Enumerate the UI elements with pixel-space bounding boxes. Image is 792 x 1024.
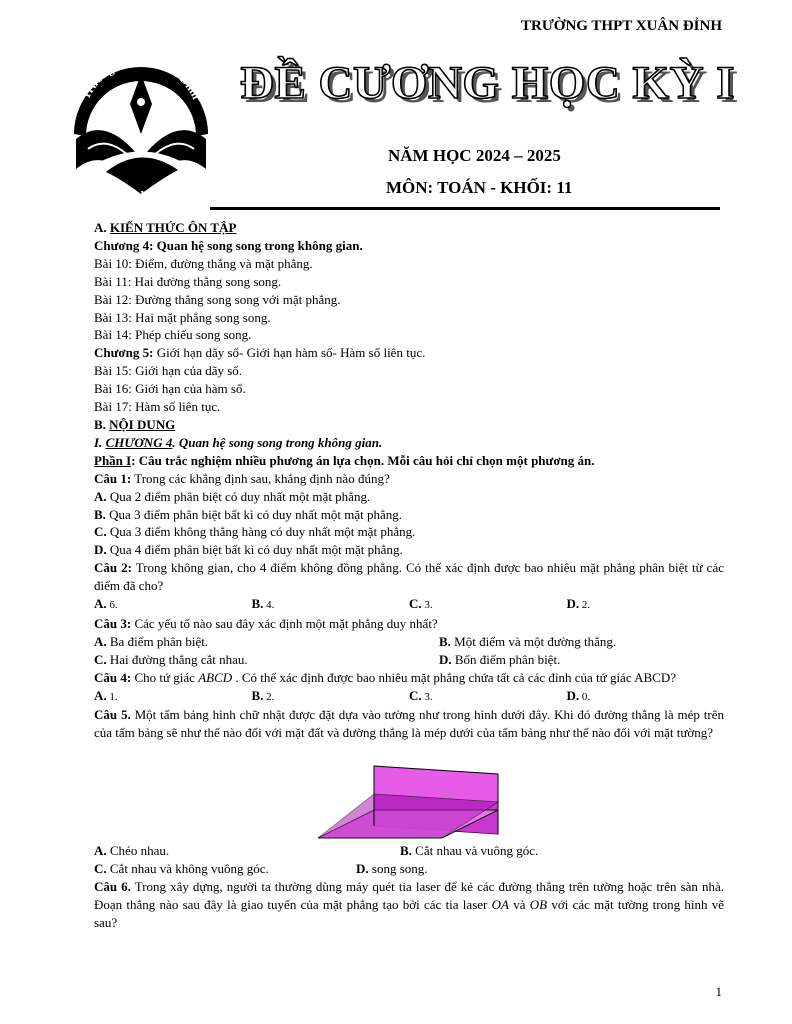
lesson-item: Bài 17: Hàm số liên tục. bbox=[94, 399, 221, 415]
q1-option-c: C. Qua 3 điểm không thẳng hàng có duy nhất một mặt phẳng. bbox=[94, 524, 416, 540]
question-3: Câu 3: Các yếu tố nào sau đây xác định một mặt phẳng duy nhất? bbox=[94, 615, 438, 631]
school-year: NĂM HỌC 2024 – 2025 bbox=[388, 146, 561, 165]
lesson-item: Bài 12: Đường thẳng song song với mặt phẳng. bbox=[94, 291, 341, 307]
lesson-item: Bài 15: Giới hạn của dãy số. bbox=[94, 363, 243, 379]
lesson-item: Bài 16: Giới hạn của hàm số. bbox=[94, 381, 246, 397]
chapter-heading: I. CHƯƠNG 4. Quan hệ song song trong không gian. bbox=[94, 434, 383, 450]
subject-grade: MÔN: TOÁN - KHỐI: 11 bbox=[386, 178, 573, 197]
q1-option-d: D. Qua 4 điểm phân biệt bất kì có duy nhất một mặt phẳng. bbox=[94, 542, 403, 558]
q4-option-b: B. 2. bbox=[251, 687, 275, 703]
lesson-item: Bài 10: Điểm, đường thẳng và mặt phẳng. bbox=[94, 255, 313, 271]
q2-option-d: D. 2. bbox=[566, 596, 591, 612]
q5-option-a: A. Chéo nhau. bbox=[94, 843, 170, 859]
q3-options-row2 bbox=[94, 651, 724, 669]
section-b-heading: B. NỘI DUNG bbox=[94, 416, 176, 432]
school-logo bbox=[66, 44, 216, 204]
logo-bottom-text: HÀ NỘI bbox=[120, 189, 162, 201]
q1-option-b: B. Qua 3 điểm phân biệt bất kì có duy nhất một mặt phẳng. bbox=[94, 506, 402, 522]
q4-option-a: A. 1. bbox=[94, 687, 118, 703]
chapter-4-heading: Chương 4: Quan hệ song song trong không gian. bbox=[94, 237, 363, 253]
question-4: Câu 4: Cho tứ giác ABCD . Có thể xác định được bao nhiêu mặt phẳng chứa tất cả các đỉnh của tứ giác ABCD? bbox=[94, 669, 677, 685]
header-divider bbox=[210, 207, 720, 210]
chapter-5-heading: Chương 5: Giới hạn dãy số- Giới hạn hàm số- Hàm số liên tục. bbox=[94, 345, 426, 361]
page-number: 1 bbox=[715, 984, 722, 999]
lesson-item: Bài 14: Phép chiếu song song. bbox=[94, 327, 252, 343]
section-a-heading: A. KIẾN THỨC ÔN TẬP bbox=[94, 220, 237, 235]
lesson-item: Bài 11: Hai đường thẳng song song. bbox=[94, 273, 282, 289]
lesson-item: Bài 13: Hai mặt phẳng song song. bbox=[94, 309, 271, 325]
q4-options bbox=[94, 687, 724, 707]
q4-option-d: D. 0. bbox=[566, 687, 591, 703]
q5-options-row1 bbox=[94, 842, 724, 860]
q2-options bbox=[94, 595, 724, 615]
q5-option-d: D. song song. bbox=[356, 861, 428, 877]
q2-option-c: C. 3. bbox=[409, 596, 433, 612]
q5-option-b: B. Cắt nhau và vuông góc. bbox=[400, 843, 539, 859]
q3-option-d: D. Bốn điểm phân biệt. bbox=[439, 651, 561, 667]
question-5: Câu 5. Một tấm bảng hình chữ nhật được đặt dựa vào tường như trong hình dưới đây. Khi đó đường thẳng là mép trên của tấm bảng sẽ như thế nào đối với mặt đất và đường thẳng là mép dưới của tấm bảng như thế nào đối với mặt tường? bbox=[94, 707, 724, 741]
q3-options-row1 bbox=[94, 633, 724, 651]
q3-option-c: C. Hai đường thẳng cắt nhau. bbox=[94, 651, 248, 667]
question-1: Câu 1: Trong các khẳng định sau, khẳng định nào đúng? bbox=[94, 470, 390, 486]
q5-options-row2 bbox=[94, 860, 724, 878]
question-2: Câu 2: Trong không gian, cho 4 điểm không đồng phẳng. Có thể xác định được bao nhiêu mặt phẳng phân biệt từ các điểm đã cho? bbox=[94, 560, 724, 594]
part-heading: Phần I: Câu trắc nghiệm nhiều phương án lựa chọn. Mỗi câu hỏi chỉ chọn một phương án. bbox=[94, 452, 595, 468]
document-title: ĐỀ CƯƠNG HỌC KỲ I bbox=[240, 57, 736, 109]
school-name: TRƯỜNG THPT XUÂN ĐỈNH bbox=[521, 18, 722, 34]
q3-option-a: A. Ba điểm phân biệt. bbox=[94, 633, 209, 649]
logo-top-text: Trường THPT Xuân Đỉnh bbox=[78, 53, 204, 102]
q3-option-b: B. Một điểm và một đường thẳng. bbox=[439, 633, 617, 649]
q4-option-c: C. 3. bbox=[409, 687, 433, 703]
board-against-wall-figure bbox=[318, 764, 504, 844]
question-6: Câu 6. Trong xây dựng, người ta thường dùng máy quét tia laser để kẻ các đường thẳng trên tường hoặc trên sàn nhà. Đoạn thẳng nào sau đây là giao tuyến của mặt phẳng tạo bởi các tia laser OA và OB với các mặt tường trong hình vẽ sau? bbox=[94, 879, 724, 930]
q2-option-b: B. 4. bbox=[251, 596, 275, 612]
q2-option-a: A. 6. bbox=[94, 596, 118, 612]
q5-option-c: C. Cắt nhau và không vuông góc. bbox=[94, 861, 269, 877]
q1-option-a: A. Qua 2 điểm phân biệt có duy nhất một mặt phẳng. bbox=[94, 488, 371, 504]
